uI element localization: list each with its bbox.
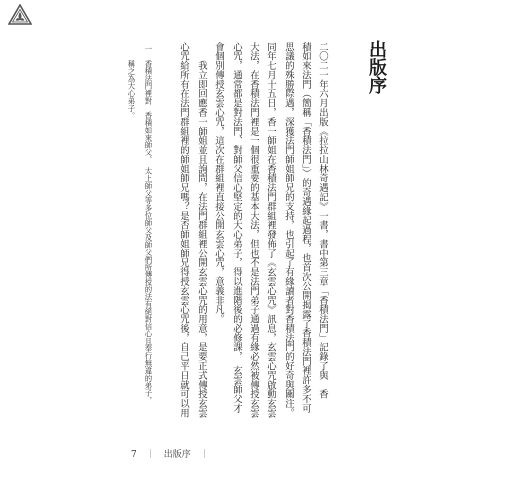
body-column: 大法，在香積法門裡是一個很重要的基本大法，但也不是法門弟子通過有緣必然被傳授玄雲 <box>248 42 259 418</box>
page-number: 7 <box>131 450 137 460</box>
body-column: 心咒給所有在法門群組裡的師姐師兄嗎？是否師姐師兄得授玄雲心咒後，自己平日就可以用 <box>178 42 189 418</box>
footer-separator: ｜ <box>199 450 209 460</box>
body-column: 我立即回應香一師姐並且詢問，在法門群組裡公開玄雲心咒的用意，是要正式傳授玄雲 <box>196 42 207 418</box>
body-column: 同年七月十五日，香一師姐在香積法門群組裡發佈了《玄雲心咒》訊息，玄雲心咒啟動玄雲 <box>265 42 276 418</box>
page-title: 出版序 <box>366 40 387 94</box>
body-column: 積如來法門（簡稱「香積法門」）的奇遇緣起過程，也首次公開揭露了香積法門裡許多不可 <box>300 42 311 413</box>
footer-section-title: 出版序 <box>163 450 191 460</box>
body-column: 心咒，通常都是對法門、對師父信心堅定的大心弟子，得以進階後的必修課， 玄雲師父才 <box>231 42 242 413</box>
page-footer <box>131 449 209 461</box>
body-column: 思議的殊勝際遇，深獲法門師姐師兄的支持，也引起了有緣讀者對香積法門的好奇與關注。 <box>283 42 294 418</box>
body-column: 會個別傳授玄雲心咒，這次在群組裡直接公開玄雲心咒，意義非凡。 <box>213 42 224 324</box>
footnote-column: 稱之為大心弟子。 <box>127 60 136 120</box>
lotus-triangle-icon <box>8 4 32 26</box>
body-column: 二〇二一年六月出版《拉拉山林奇遇記》一書，書中第三章「香積法門」記錄了與 香 <box>317 42 328 399</box>
footer-separator: ｜ <box>145 450 155 460</box>
footnote-column: 一 香積法門裡對 香積如來師父、 太上師父等多位師父及師父們所傳授的法有絕對信心且奉行無違的弟子， <box>144 45 153 404</box>
